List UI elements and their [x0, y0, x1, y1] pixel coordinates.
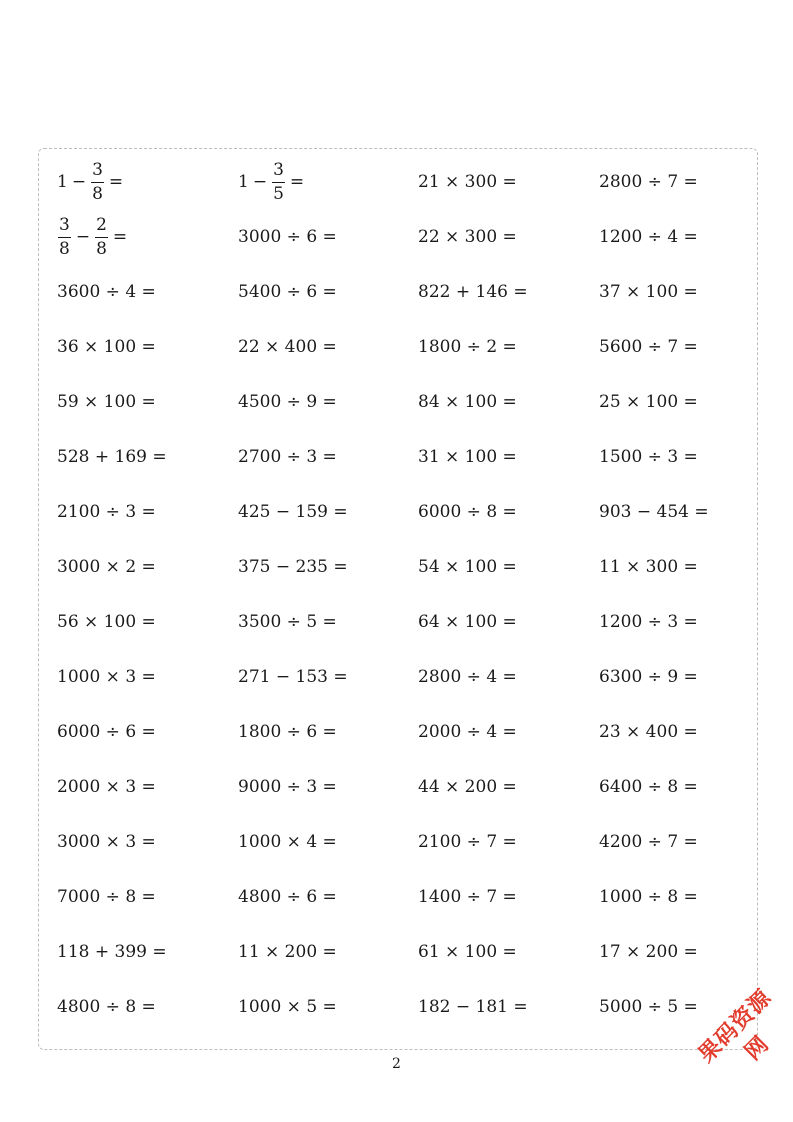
problem-r4-c4: 5600 ÷ 7 =	[599, 337, 698, 357]
problem-r1-c3: 21 × 300 =	[418, 172, 517, 192]
problem-r14-c2: 4800 ÷ 6 =	[238, 887, 337, 907]
problem-r6-c1: 528 + 169 =	[57, 447, 167, 467]
problem-r13-c3: 2100 ÷ 7 =	[418, 832, 517, 852]
problem-r8-c3: 54 × 100 =	[418, 557, 517, 577]
problem-r3-c2: 5400 ÷ 6 =	[238, 282, 337, 302]
problem-r10-c1: 1000 × 3 =	[57, 667, 156, 687]
problem-r15-c1: 118 + 399 =	[57, 942, 167, 962]
denominator: 8	[92, 183, 103, 204]
problem-r16-c3: 182 − 181 =	[418, 997, 528, 1017]
whole-number: 1	[238, 172, 249, 192]
problem-r5-c4: 25 × 100 =	[599, 392, 698, 412]
equals-sign: =	[289, 172, 305, 192]
problem-r5-c2: 4500 ÷ 9 =	[238, 392, 337, 412]
problem-r16-c2: 1000 × 5 =	[238, 997, 337, 1017]
numerator: 2	[95, 217, 108, 238]
problem-r10-c3: 2800 ÷ 4 =	[418, 667, 517, 687]
problem-r6-c4: 1500 ÷ 3 =	[599, 447, 698, 467]
problem-r3-c3: 822 + 146 =	[418, 282, 528, 302]
problem-r2-c3: 22 × 300 =	[418, 227, 517, 247]
problem-r6-c2: 2700 ÷ 3 =	[238, 447, 337, 467]
numerator: 3	[91, 162, 104, 183]
problem-r7-c2: 425 − 159 =	[238, 502, 348, 522]
problem-r12-c1: 2000 × 3 =	[57, 777, 156, 797]
fraction	[91, 159, 104, 204]
problem-r4-c1: 36 × 100 =	[57, 337, 156, 357]
problem-r15-c3: 61 × 100 =	[418, 942, 517, 962]
denominator: 5	[273, 183, 284, 204]
fraction	[272, 159, 285, 204]
problem-r14-c3: 1400 ÷ 7 =	[418, 887, 517, 907]
problem-r8-c2: 375 − 235 =	[238, 557, 348, 577]
problem-r12-c4: 6400 ÷ 8 =	[599, 777, 698, 797]
problem-r11-c2: 1800 ÷ 6 =	[238, 722, 337, 742]
problem-r15-c2: 11 × 200 =	[238, 942, 337, 962]
problem-r3-c4: 37 × 100 =	[599, 282, 698, 302]
equals-sign: =	[112, 227, 128, 247]
problem-r14-c1: 7000 ÷ 8 =	[57, 887, 156, 907]
problem-r8-c1: 3000 × 2 =	[57, 557, 156, 577]
problem-r11-c3: 2000 ÷ 4 =	[418, 722, 517, 742]
denominator: 8	[96, 238, 107, 259]
problem-r9-c3: 64 × 100 =	[418, 612, 517, 632]
problem-r3-c1: 3600 ÷ 4 =	[57, 282, 156, 302]
problem-r2-c4: 1200 ÷ 4 =	[599, 227, 698, 247]
problem-r7-c1: 2100 ÷ 3 =	[57, 502, 156, 522]
problem-r11-c1: 6000 ÷ 6 =	[57, 722, 156, 742]
equals-sign: =	[108, 172, 124, 192]
problem-r9-c1: 56 × 100 =	[57, 612, 156, 632]
problem-fraction-1	[57, 157, 127, 207]
whole-number: 1	[57, 172, 68, 192]
problem-r5-c3: 84 × 100 =	[418, 392, 517, 412]
problem-r4-c2: 22 × 400 =	[238, 337, 337, 357]
problem-fraction-difference	[57, 212, 131, 262]
problem-r8-c4: 11 × 300 =	[599, 557, 698, 577]
page-number: 2	[392, 1056, 401, 1072]
problem-r1-c4: 2800 ÷ 7 =	[599, 172, 698, 192]
problem-r12-c3: 44 × 200 =	[418, 777, 517, 797]
operator: −	[75, 227, 91, 247]
fraction	[95, 214, 108, 259]
problem-r14-c4: 1000 ÷ 8 =	[599, 887, 698, 907]
numerator: 3	[58, 217, 71, 238]
problem-r16-c1: 4800 ÷ 8 =	[57, 997, 156, 1017]
problem-r4-c3: 1800 ÷ 2 =	[418, 337, 517, 357]
problem-r10-c4: 6300 ÷ 9 =	[599, 667, 698, 687]
problem-r13-c4: 4200 ÷ 7 =	[599, 832, 698, 852]
problem-r10-c2: 271 − 153 =	[238, 667, 348, 687]
problem-r13-c1: 3000 × 3 =	[57, 832, 156, 852]
problem-r9-c2: 3500 ÷ 5 =	[238, 612, 337, 632]
problem-r2-c2: 3000 ÷ 6 =	[238, 227, 337, 247]
problem-r9-c4: 1200 ÷ 3 =	[599, 612, 698, 632]
problem-r7-c3: 6000 ÷ 8 =	[418, 502, 517, 522]
problem-r6-c3: 31 × 100 =	[418, 447, 517, 467]
watermark: 果码资源网	[694, 985, 777, 1068]
problem-r7-c4: 903 − 454 =	[599, 502, 709, 522]
problem-r12-c2: 9000 ÷ 3 =	[238, 777, 337, 797]
numerator: 3	[272, 162, 285, 183]
operator: −	[252, 172, 268, 192]
denominator: 8	[59, 238, 70, 259]
problem-r13-c2: 1000 × 4 =	[238, 832, 337, 852]
problem-fraction-2	[238, 157, 308, 207]
problem-r15-c4: 17 × 200 =	[599, 942, 698, 962]
operator: −	[71, 172, 87, 192]
fraction	[58, 214, 71, 259]
problem-r16-c4: 5000 ÷ 5 =	[599, 997, 698, 1017]
problem-r5-c1: 59 × 100 =	[57, 392, 156, 412]
problem-r11-c4: 23 × 400 =	[599, 722, 698, 742]
